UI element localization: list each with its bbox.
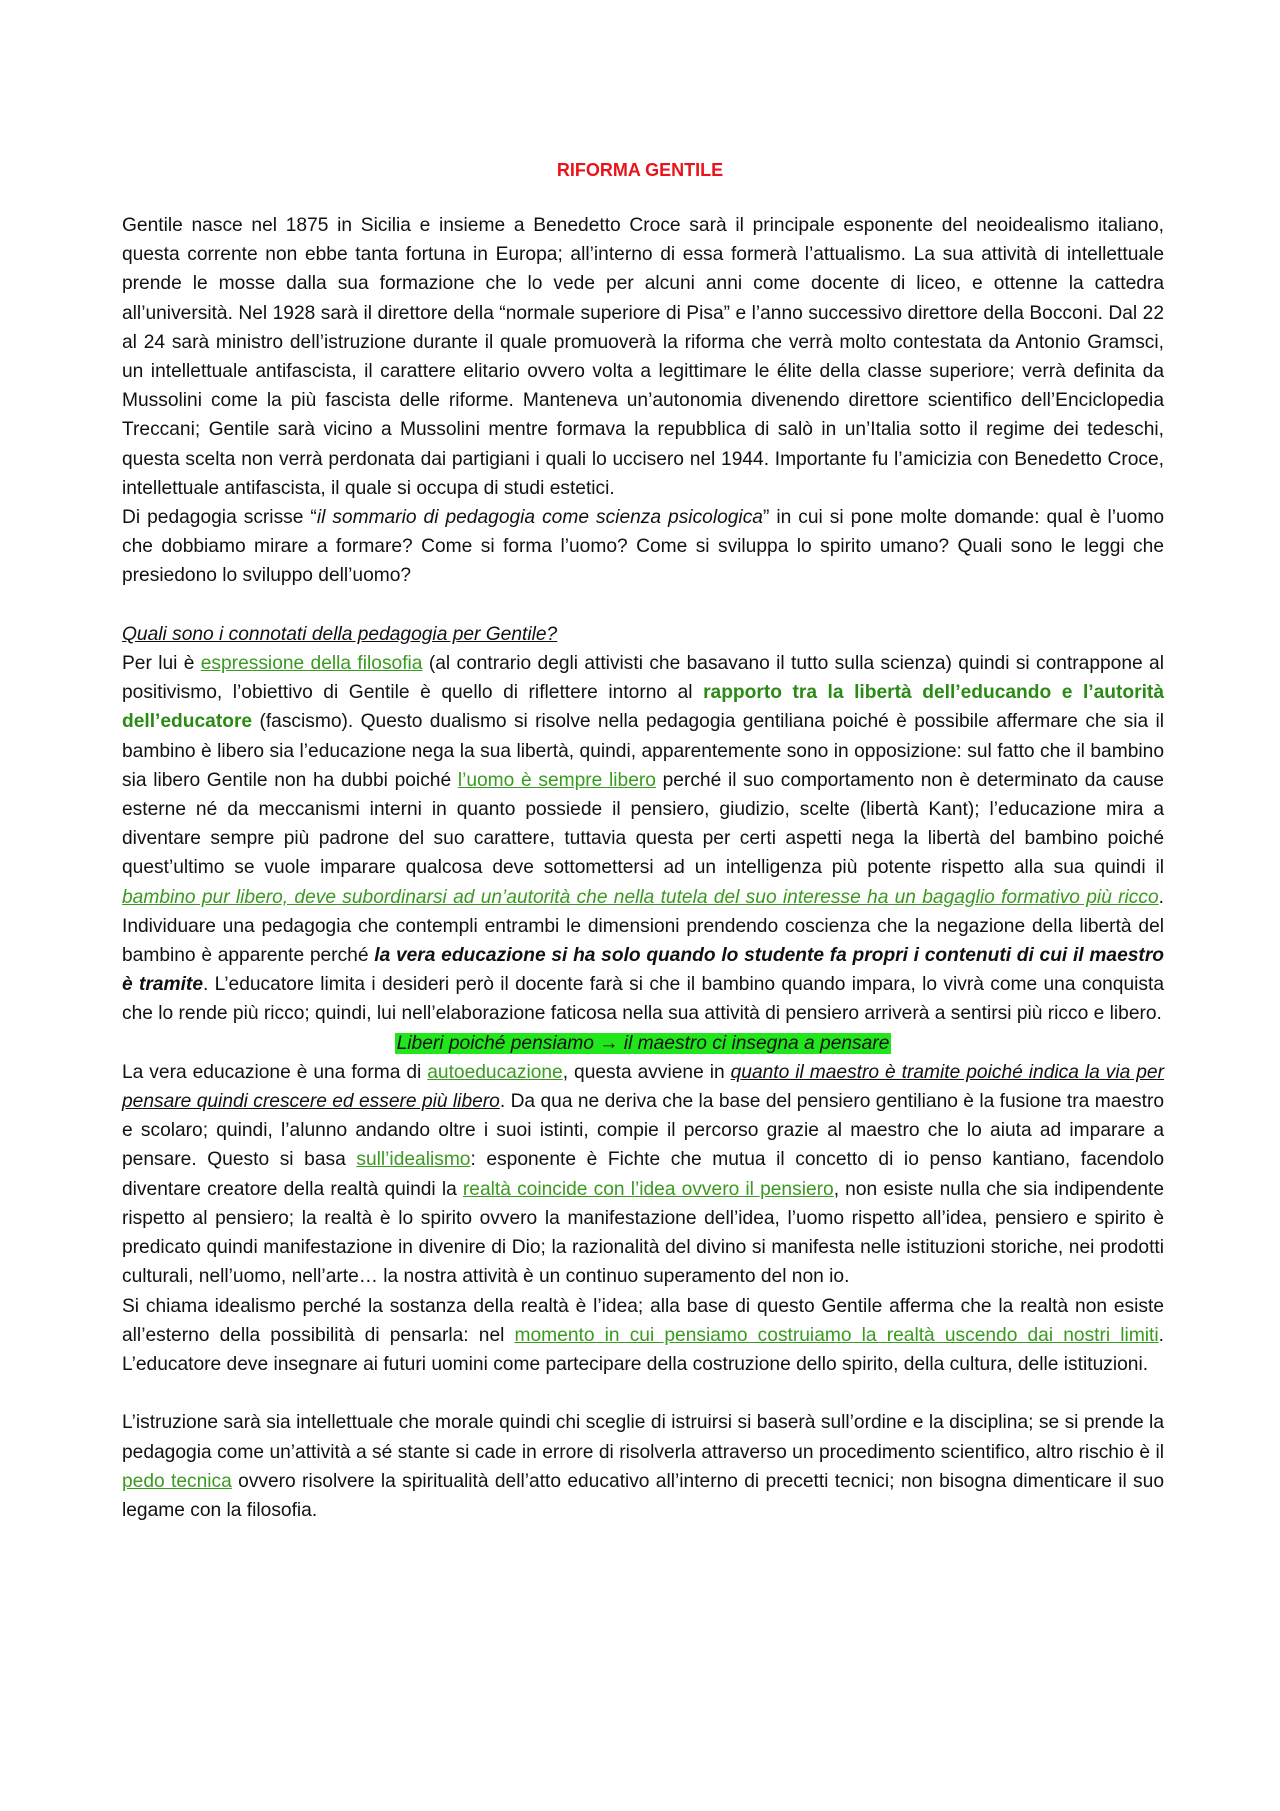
text-run: ovvero risolvere la spiritualità dell’atto educativo all’interno di precetti tecnici; non bisogna dimenticare il suo legame con la filosofia. [122,1470,1164,1521]
paragraph-self-education [122,1058,1164,1292]
green-underlined-text: momento in cui pensiamo costruiamo la realtà uscendo dai nostri limiti [514,1324,1159,1346]
section-heading [122,620,1164,649]
bold-italic-text: la vera educazione si ha solo quando lo studente fa propri i contenuti di cui il maestro è tramite [122,945,1165,996]
green-underlined-italic-text: bambino pur libero, deve subordinarsi ad un’autorità che nella tutela del suo interesse ha un bagaglio formativo più ricco [122,886,1159,908]
text-run: L’istruzione sarà sia intellettuale che morale quindi chi sceglie di istruirsi si baserà sull’ordine e la disciplina; se si prende la pedagogia come un’attività a sé stante si cade in errore di risolverla attraverso un procedimento scientifico, altro rischio è il [122,1412,1164,1463]
text-run: Di pedagogia scrisse “ [122,507,317,529]
text-run: Gentile nasce nel 1875 in Sicilia e insieme a Benedetto Croce sarà il principale esponente del neoidealismo italiano, questa corrente non ebbe tanta fortuna in Europa; all’interno di essa formerà l’attualismo. La sua attività di intellettuale prende le mosse dalla sua formazione che lo vede per alcuni anni come docente di liceo, e ottenne la cattedra all’università. Nel 1928 sarà il direttore della “normale superiore di Pisa” e l’anno successivo direttore della Bocconi. Dal 22 al 24 sarà ministro dell’istruzione durante il quale promuoverà la riforma che verrà molto contestata da Antonio Gramsci, un intellettuale antifascista, il carattere elitario ovvero volta a legittimare le élite della classe superiore; verrà definita da Mussolini come la più fascista delle riforme. Manteneva un’autonomia divenendo direttore scientifico dell’Enciclopedia Treccani; Gentile sarà vicino a Mussolini mentre formava la repubblica di salò in un’Italia sotto il regime dei tedeschi, questa scelta non verrà perdonata dai partigiani i quali lo uccisero nel 1944. Importante fu l’amicizia con Benedetto Croce, intellettuale antifascista, il quale si occupa di studi estetici. [122,215,1164,499]
text-run: . Individuare una pedagogia che contempli entrambi le dimensioni prendendo coscienza che la negazione della libertà del bambino è apparente perché [122,886,1164,967]
blank-line [122,591,1164,620]
underlined-italic-text: quanto il maestro è tramite poiché indica la via per pensare quindi crescere ed essere più libero [122,1061,1164,1113]
text-run: , non esiste nulla che sia indipendente rispetto al pensiero; la realtà è lo spirito ovvero la manifestazione dell’idea, l’uomo rispetto all’idea, pensiero e spirito è predicato quindi manifestazione in divenire di Dio; la razionalità del divino si manifesta nelle istituzioni storiche, nei prodotti culturali, nell’uomo, nell’arte… la nostra attività è un continuo superamento del non io. [122,1178,1164,1288]
paragraph-instruction [122,1408,1164,1525]
green-bold-text: rapporto tra la libertà dell’educando e l’autorità dell’educatore [122,682,1164,733]
text-run: : esponente è Fichte che mutua il concetto di io penso kantiano, facendolo diventare creatore della realtà quindi la [122,1149,1165,1200]
document-body [122,211,1164,1525]
book-title: il sommario di pedagogia come scienza psicologica [316,507,763,529]
text-run: . L’educatore deve insegnare ai futuri uomini come partecipare della costruzione dello spirito, della cultura, delle istituzioni. [122,1324,1164,1375]
paragraph-pedagogy-work [122,503,1164,591]
text-run: La vera educazione è una forma di [122,1061,428,1083]
text-run: ” in cui si pone molte domande: qual è l’uomo che dobbiamo mirare a formare? Come si forma l’uomo? Come si sviluppa lo spirito umano? Quali sono le leggi che presiedono lo sviluppo dell’uomo? [122,507,1164,587]
green-underlined-text: sull’idealismo [356,1149,471,1171]
text-run: Si chiama idealismo perché la sostanza della realtà è l’idea; alla base di questo Gentile afferma che la realtà non esiste all’esterno della possibilità di pensarla: nel [122,1295,1164,1346]
highlight-box [395,1033,892,1054]
highlight-text: Liberi poiché pensiamo [396,1032,600,1054]
page-title: RIFORMA GENTILE [556,160,724,180]
green-underlined-text: realtà coincide con l’idea ovvero il pensiero [462,1178,834,1200]
text-run: , questa avviene in [562,1061,731,1083]
text-run: Per lui è [122,653,201,675]
text-run: (fascismo). Questo dualismo si risolve nella pedagogia gentiliana poiché è possibile affermare che sia il bambino è libero sia l’educazione nega la sua libertà, quindi, apparentemente sono in opposizione: sul fatto che il bambino sia libero Gentile non ha dubbi poiché [122,711,1164,791]
green-underlined-text: l’uomo è sempre libero [457,769,656,791]
paragraph-biography [122,211,1164,503]
heading-text: Quali sono i connotati della pedagogia per Gentile? [122,623,558,645]
green-underlined-text: autoeducazione [427,1061,563,1083]
paragraph-connotations [122,649,1164,1029]
paragraph-idealism [122,1292,1164,1380]
highlight-text: il maestro ci insegna a pensare [618,1032,890,1054]
green-underlined-text: espressione della filosofia [200,653,423,675]
text-run: . Da qua ne deriva che la base del pensiero gentiliano è la fusione tra maestro e scolaro; quindi, l’alunno andando oltre i suoi istinti, compie il percorso grazie al maestro che lo aiuta ad imparare a pensare. Questo si basa [122,1091,1165,1171]
blank-line [122,1379,1164,1408]
highlighted-statement [122,1029,1164,1058]
text-run: . L’educatore limita i desideri però il docente farà si che il bambino quando impara, lo vivrà come una conquista che lo rende più ricco; quindi, lui nell’elaborazione faticosa nella sua attività di pensiero arriverà a sentirsi più ricco e libero. [122,974,1165,1025]
arrow-right-icon: → [599,1032,619,1054]
text-run: (al contrario degli attivisti che basavano il tutto sulla scienza) quindi si contrappone al positivismo, l’obiettivo di Gentile è quello di riflettere intorno al [122,653,1164,704]
text-run: perché il suo comportamento non è determinato da cause esterne né da meccanismi interni in quanto possiede il pensiero, giudizio, scelte (libertà Kant); l’educazione mira a diventare sempre più padrone del suo carattere, tuttavia questa per certi aspetti nega la libertà del bambino poiché quest’ultimo se vuole imparare qualcosa deve sottomettersi ad un intelligenza più potente rispetto alla sua quindi il [122,769,1164,879]
green-underlined-text: pedo tecnica [122,1470,232,1492]
